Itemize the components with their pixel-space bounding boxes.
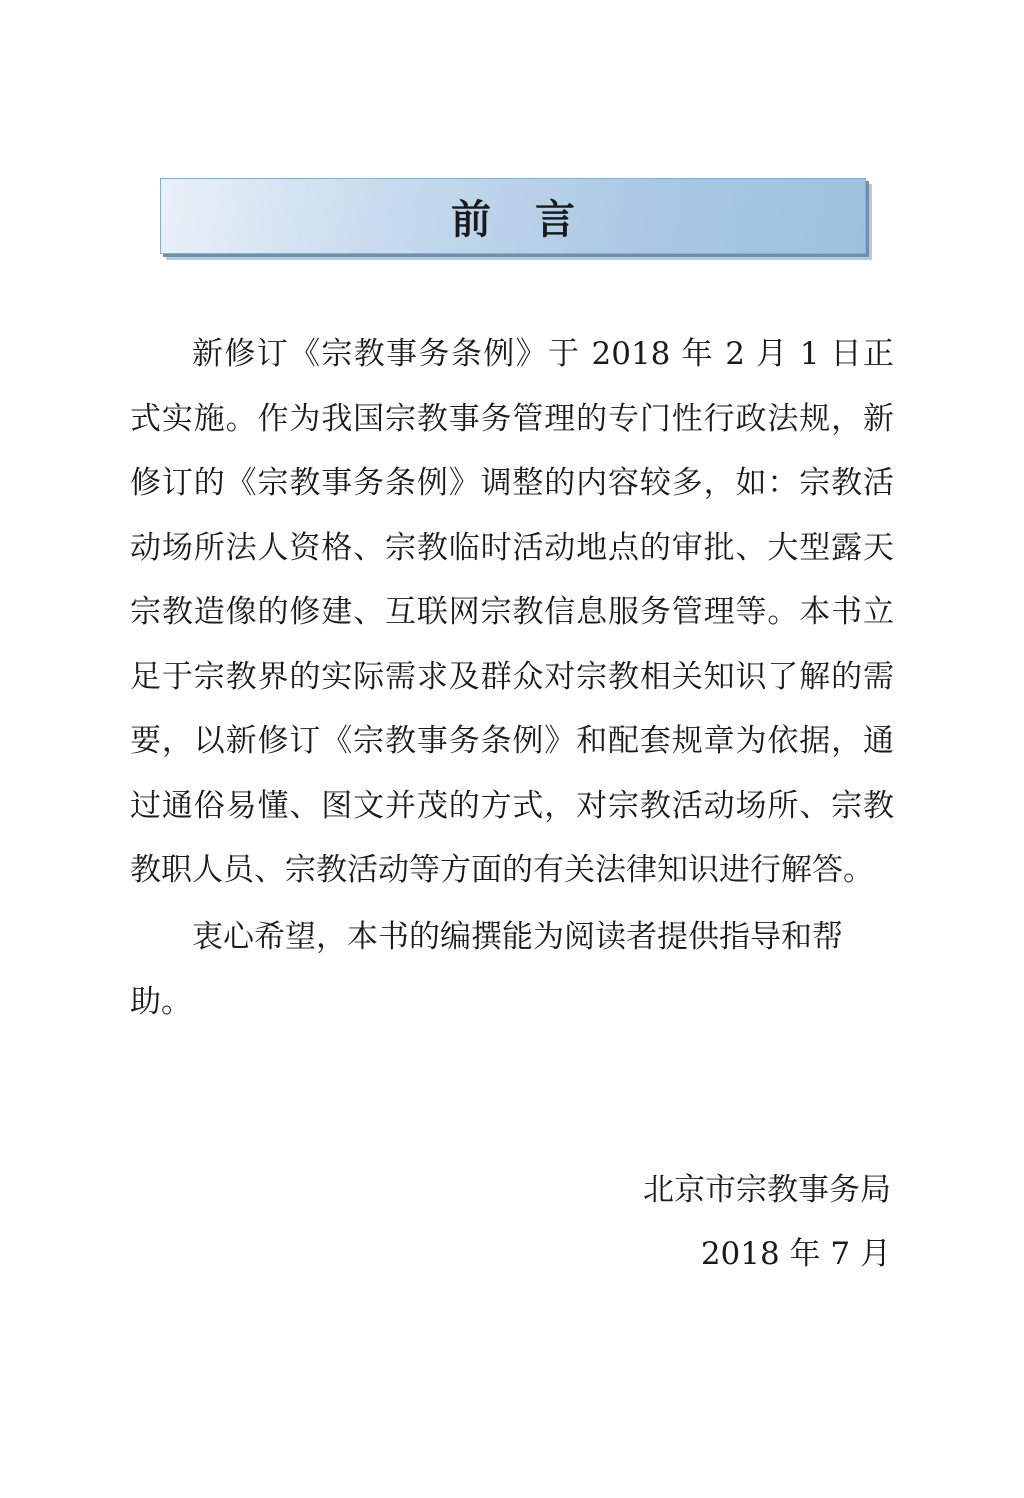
page-title: 前言 [451,196,619,243]
signature-date: 2018 年 7 月 [700,1236,891,1272]
preface-body [130,322,894,903]
preface-closing [130,905,894,1034]
signature-organization: 北京市宗教事务局 [643,1172,891,1208]
paragraph-closing: 衷心希望，本书的编撰能为阅读者提供指导和帮助。 [130,919,843,1020]
title-banner [160,178,866,254]
paragraph-main: 新修订《宗教事务条例》于 2018 年 2 月 1 日正式实施。作为我国宗教事务管理的专门性行政法规，新修订的《宗教事务条例》调整的内容较多，如：宗教活动场所法人资格、宗教临时活动地点的审批、大型露天宗教造像的修建、互联网宗教信息服务管理等。本书立足于宗教界的实际需求及群众对宗教相关知识了解的需要，以新修订《宗教事务条例》和配套规章为依据，通过通俗易懂、图文并茂的方式，对宗教活动场所、宗教教职人员、宗教活动等方面的有关法律知识进行解答。 [130,336,894,888]
signature-block [643,1158,891,1286]
